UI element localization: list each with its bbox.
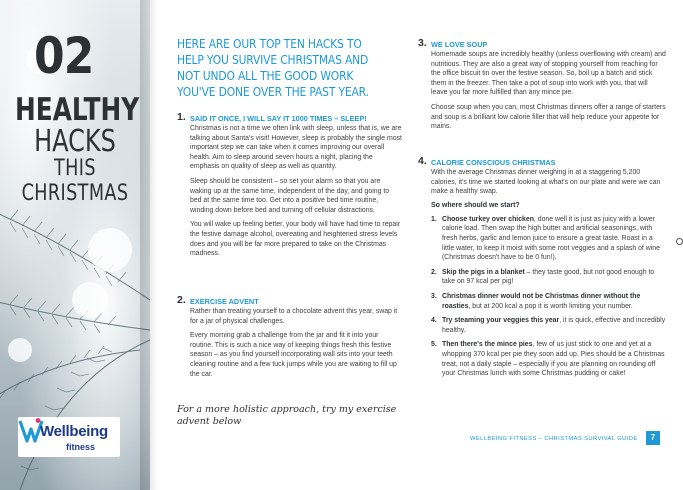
headline-healthy: HEALTHY: [15, 92, 140, 128]
brand-logo: [18, 417, 120, 457]
section-title: 4. CALORIE CONSCIOUS CHRISTMAS: [418, 155, 556, 167]
section-soup: [418, 37, 666, 137]
paragraph: You will wake up feeling better, your body will have had time to repair the festive damage alcohol, overeating and heightened stress levels does and you will be far more prepared to take on the Christmas madness.: [190, 221, 401, 258]
registration-mark-icon: [676, 238, 683, 245]
handwritten-note: For a more holistic approach, try my exercise advent below: [177, 404, 397, 427]
list-item: 2. Skip the pigs in a blanket – they taste good, but not good enough to take on 97 kcal per pig!: [431, 268, 655, 286]
section-title: 2. EXERCISE ADVENT: [177, 294, 259, 306]
section-title: 1. SAID IT ONCE, I WILL SAY IT 1000 TIMES – SLEEP!: [177, 111, 367, 123]
section-sleep: [177, 111, 402, 264]
paragraph: Christmas is not a time we often link with sleep, unless that is, we are talking about Santa's visit! However, sleep is probably the single most important step we can take when it comes improving our overall health. Aim to sleep around seven hours a night, placing the emphasis on quality of sleep as well as quantity.: [190, 125, 402, 171]
list-item: 1. Choose turkey over chicken, done well it is just as juicy with a lower calorie load. Then swap the high butter and artificial seasonings, with fresh herbs, garlic and lemon juice to ensure a great taste. Roast in a little water, to keep it moist with some root veggies and a splash of wine (Christmas doesn't have to be 0 fun!).: [431, 215, 660, 262]
list-item: 5. Then there's the mince pies, few of us just stick to one and yet at a whopping 370 kcal per pie they soon add up. Pies should be a Christmas treat, not a daily staple – especially if you are planning on rounding off your Christmas lunch with some Christmas pudding or cake!: [431, 341, 665, 378]
section-number: 2.: [177, 294, 186, 306]
page-footer: WELLBEING FITNESS – CHRISTMAS SURVIVAL GUIDE: [470, 436, 638, 442]
paragraph: Homemade soups are incredibly healthy (unless overflowing with cream) and nutritious. They are also a great way of stopping yourself from reaching for the office biscuit tin over the festive season. So, boil up a batch and stick them in the freezer. Then take a pot of soup into work with you, that will leave you far more fulfilled than any mince pie.: [431, 51, 666, 97]
paragraph: Choose soup when you can, most Christmas dinners offer a range of starters and soup is a brilliant low calorie filler that will help reduce your appetite for mains.: [431, 103, 666, 131]
paragraph: Every morning grab a challenge from the jar and fit it into your routine. This is such a nice way of keeping things fresh this festive season – as you find yourself incorporating wall sits into your teeth cleaning routine and a few tuck jumps while you are waiting to fill up the car.: [190, 332, 397, 378]
section-calorie-conscious: [418, 155, 666, 384]
logo-wordmark: Wellbeing: [40, 423, 108, 440]
intro-heading: HERE ARE OUR TOP TEN HACKS TO HELP YOU SURVIVE CHRISTMAS AND NOT UNDO ALL THE GOOD WORK YOU'VE DONE OVER THE PAST YEAR.: [177, 36, 369, 99]
headline-hacks: HACKS: [34, 124, 116, 159]
paragraph: With the average Christmas dinner weighing in at a staggering 5,200 calories, it's time we started looking at what's on our plate and were we can make a healthy swap.: [431, 169, 661, 196]
section-title: 3. WE LOVE SOUP: [418, 37, 488, 49]
list-item: 3. Christmas dinner would not be Christmas dinner without the roasties, but at 200 kcal a pop it is worth limiting your number.: [431, 292, 641, 310]
paragraph: Sleep should be consistent – so set your alarm so that you are waking up at the same time, independent of the day, and going to bed at the same time too. Get into a positive bed time routine, winding down before bed and turning off cellular distractions.: [190, 177, 390, 214]
section-number: 1.: [177, 111, 186, 123]
section-number: 4.: [418, 155, 427, 167]
paragraph: Rather than treating yourself to a chocolate advent this year, swap it for a jar of physical challenges.: [190, 308, 398, 325]
section-number: 3.: [418, 37, 427, 49]
logo-subtext: fitness: [66, 442, 96, 452]
page-fold-shadow: [140, 0, 158, 490]
subheading-question: So where should we start?: [431, 201, 520, 209]
hack-number: 02: [34, 27, 94, 85]
list-item: 4. Try steaming your veggies this year, it is quick, effective and incredibly healthy.: [431, 317, 666, 334]
section-exercise-advent: [177, 294, 402, 384]
headline-this-christmas: THIS CHRISTMAS: [21, 156, 129, 206]
page-number: 7: [646, 431, 660, 445]
hero-photo: [0, 0, 150, 490]
